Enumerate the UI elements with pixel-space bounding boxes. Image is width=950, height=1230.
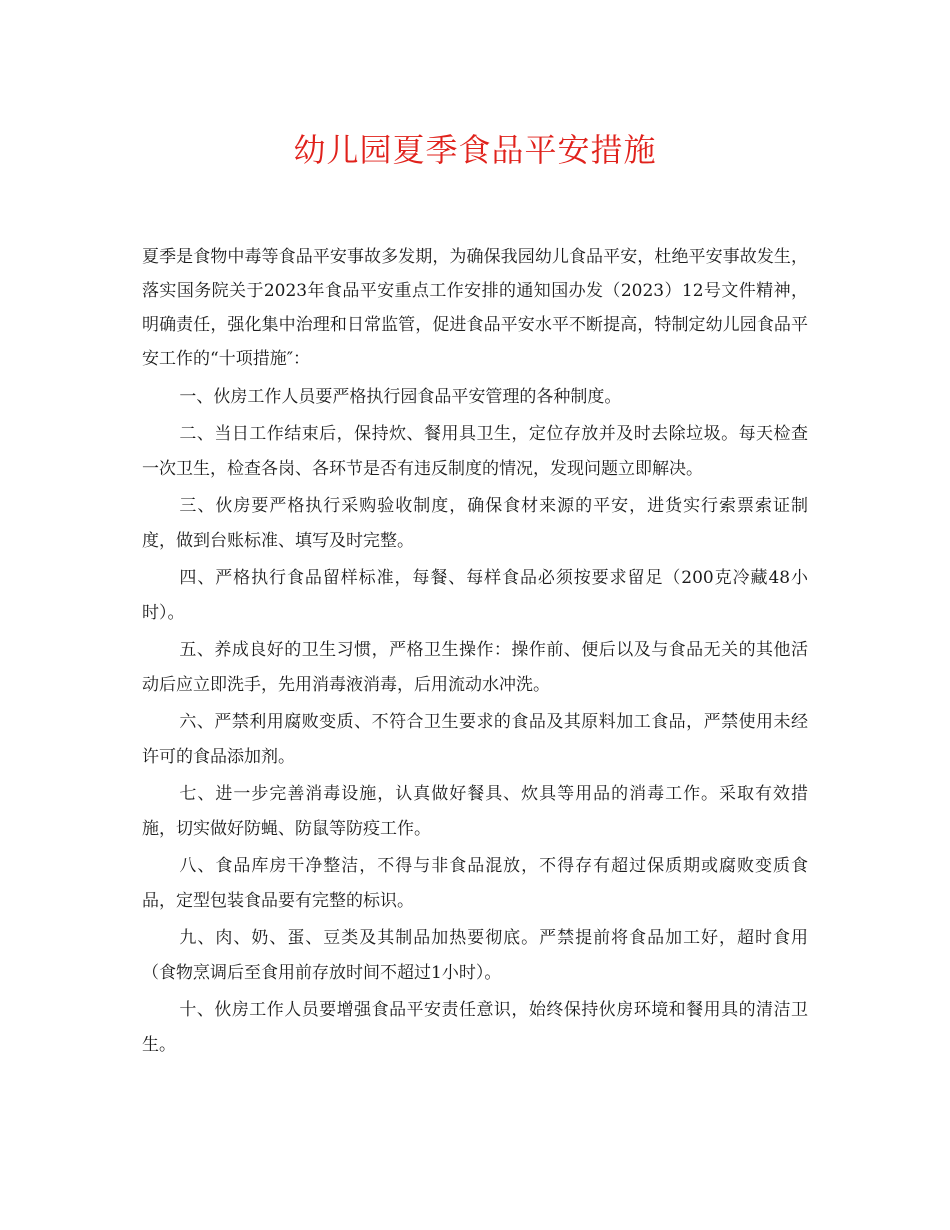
measure-item-2: 二、当日工作结束后，保持炊、餐用具卫生，定位存放并及时去除垃圾。每天检查一次卫生，检查各岗、各环节是否有违反制度的情况，发现问题立即解决。 — [142, 424, 808, 479]
measure-item-3: 三、伙房要严格执行采购验收制度，确保食材来源的平安，进货实行索票索证制度，做到台账标准、填写及时完整。 — [142, 496, 808, 551]
intro-paragraph: 夏季是食物中毒等食品平安事故多发期，为确保我园幼儿食品平安，杜绝平安事故发生，落实国务院关于2023年食品平安重点工作安排的通知国办发（2023）12号文件精神，明确责任，强化集中治理和日常监管，促进食品平安水平不断提高，特制定幼儿园食品平安工作的“十项措施″： — [142, 247, 808, 369]
measure-item-8: 八、食品库房干净整洁，不得与非食品混放，不得存有超过保质期或腐败变质食品，定型包装食品要有完整的标识。 — [142, 856, 808, 911]
document-body — [142, 240, 808, 1065]
measure-item-5: 五、养成良好的卫生习惯，严格卫生操作：操作前、便后以及与食品无关的其他活动后应立即洗手，先用消毒液消毒，后用流动水冲洗。 — [142, 640, 808, 695]
document-title: 幼儿园夏季食品平安措施 — [293, 131, 657, 169]
measure-item-1: 一、伙房工作人员要严格执行园食品平安管理的各种制度。 — [179, 387, 622, 407]
measure-item-6: 六、严禁利用腐败变质、不符合卫生要求的食品及其原料加工食品，严禁使用未经许可的食品添加剂。 — [142, 712, 808, 767]
measure-item-4: 四、严格执行食品留样标准，每餐、每样食品必须按要求留足（200克冷藏48小时）。 — [142, 568, 808, 623]
measure-item-9: 九、肉、奶、蛋、豆类及其制品加热要彻底。严禁提前将食品加工好，超时食用（食物烹调后至食用前存放时间不超过1小时）。 — [142, 928, 808, 983]
measure-item-10: 十、伙房工作人员要增强食品平安责任意识，始终保持伙房环境和餐用具的清洁卫生。 — [142, 1000, 808, 1055]
measure-item-7: 七、进一步完善消毒设施，认真做好餐具、炊具等用品的消毒工作。采取有效措施，切实做好防蝇、防鼠等防疫工作。 — [142, 784, 808, 839]
